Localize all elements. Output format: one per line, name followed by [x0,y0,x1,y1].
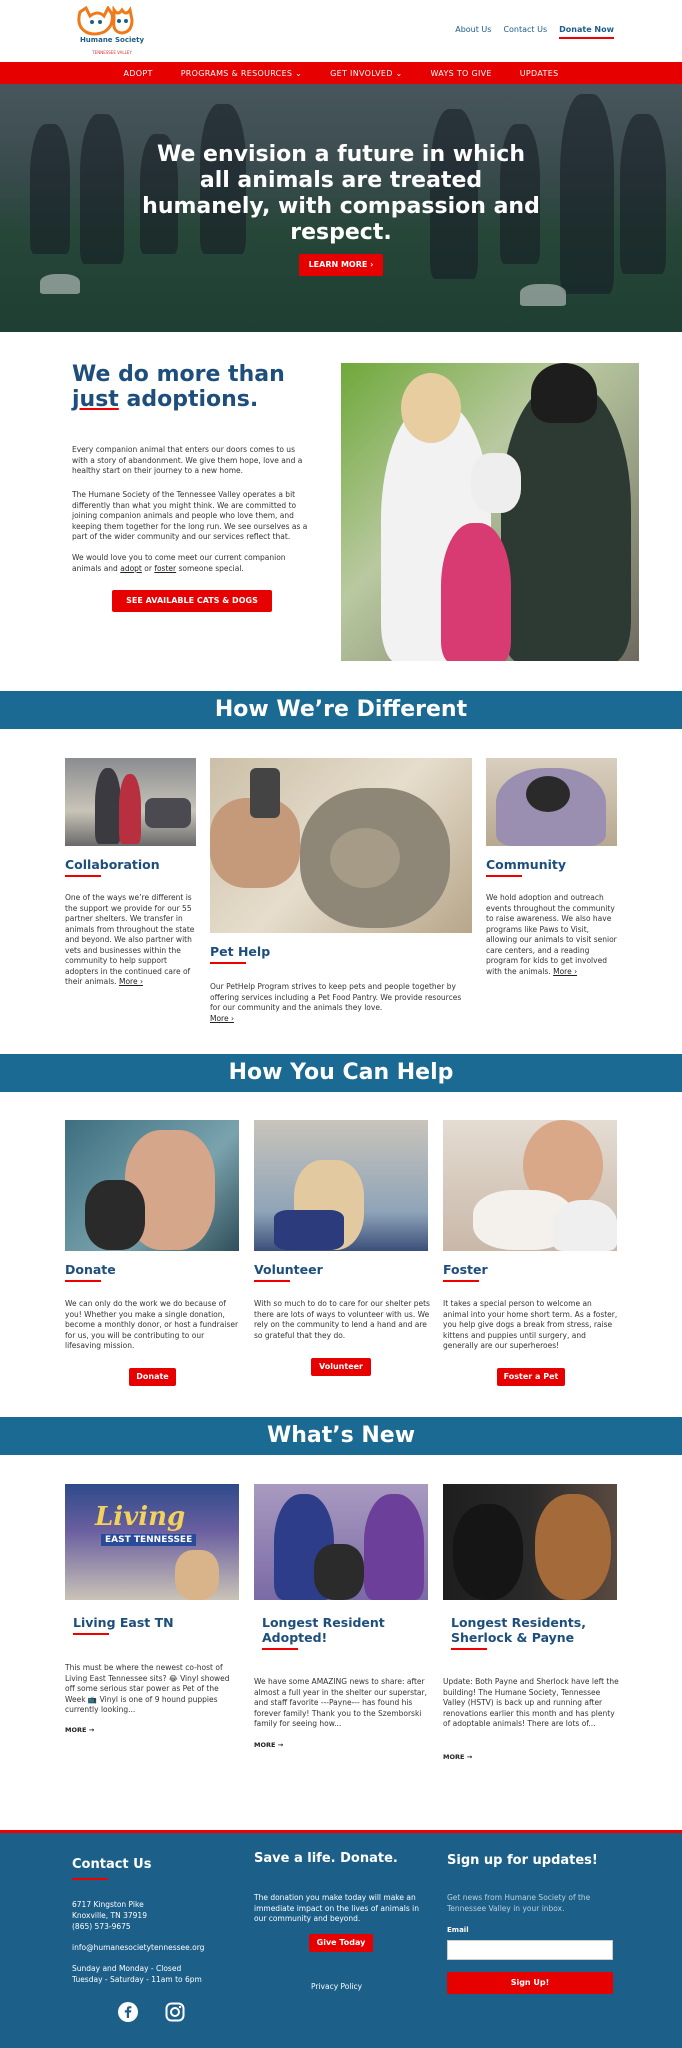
donate-text: We can only do the work we do because of you! Whether you make a single donation, become a monthly donor, or host a fundraiser for us, you will be contributing to our lifesaving mission. [65,1299,239,1350]
community-text [486,893,618,977]
how-you-can-help-heading: How You Can Help [0,1054,682,1092]
about-us-link[interactable]: About Us [455,25,492,34]
community-text-body: We hold adoption and outreach events throughout the community to raise awareness. We also have programs like Paws to Visit, allowing our animals to visit senior care centers, and a reading program for kids to get involved with the animals. [486,893,617,976]
footer-donate-text: The donation you make today will make an immediate impact on the lives of animals in our community and beyond. [254,1893,419,1923]
intro-title [72,362,312,412]
logo-text: Humane Society [79,36,145,44]
nav-updates[interactable]: UPDATES [519,68,559,78]
instagram-icon[interactable] [165,2002,185,2022]
foster-title [443,1262,488,1277]
community-photo [486,758,617,846]
living-logo-text: Living [95,1502,186,1532]
news-2-title-text: Longest Resident Adopted! [262,1615,385,1645]
news-2-title[interactable] [262,1615,422,1645]
volunteer-button[interactable]: Volunteer [311,1358,371,1376]
sign-up-button[interactable]: Sign Up! [447,1972,613,1994]
footer-signup-text: Get news from Humane Society of the Tennessee Valley in your inbox. [447,1893,591,1913]
nav-ways-to-give[interactable]: WAYS TO GIVE [430,68,492,78]
donate-title-text: Donate [65,1262,116,1277]
footer-phone[interactable]: (865) 573-9675 [72,1922,131,1931]
footer-donate-title: Save a life. Donate. [254,1851,398,1866]
pet-help-title-text: Pet Help [210,944,271,959]
site-header [0,0,682,62]
footer-address-line-2: Knoxville, TN 37919 [72,1911,147,1920]
whats-new-heading: What’s New [0,1417,682,1455]
volunteer-title-text: Volunteer [254,1262,323,1277]
news-3-text: Update: Both Payne and Sherlock have left the building! The Humane Society, Tennessee Valley (HSTV) is back up and running after renovations earlier this month and has plenty of adoptable animals! There are lots of... [443,1677,619,1728]
community-title-text: Community [486,857,567,872]
family-adoption-photo [341,363,639,661]
nav-get-involved[interactable]: GET INVOLVED ⌄ [330,68,403,78]
community-title [486,857,566,872]
east-tennessee-logo-text: EAST TENNESSEE [101,1534,196,1546]
volunteer-title [254,1262,323,1277]
longest-resident-adopted-photo [254,1484,428,1600]
collaboration-photo [65,758,196,846]
footer-signup-title: Sign up for updates! [447,1853,598,1868]
privacy-policy-link[interactable]: Privacy Policy [311,1982,363,1991]
intro-title-em: just [72,387,119,412]
community-more-link[interactable]: More › [553,966,578,976]
footer-hours-1: Sunday and Monday - Closed [72,1964,182,1973]
pet-help-title [210,944,270,959]
volunteer-text: With so much to do to care for our shelter pets there are lots of ways to volunteer with us. We rely on the community to lend a hand and are so grateful that they do. [254,1299,430,1340]
foster-a-pet-button[interactable]: Foster a Pet [497,1368,565,1386]
news-1-title[interactable] [73,1615,233,1630]
hero-title: We envision a future in which all animals are treated humanely, with compassion and respect. [142,142,540,245]
foster-text: It takes a special person to welcome an animal into your home short term. As a foster, you help give dogs a break from stress, raise kittens and puppies until surgery, and generally are our superheroes! [443,1299,618,1350]
footer-email-link[interactable]: info@humanesocietytennessee.org [72,1943,205,1952]
intro-title-post: adoptions. [118,387,259,412]
pet-help-text [210,982,472,1024]
hero-banner [0,84,682,332]
foster-photo [443,1120,617,1251]
news-1-title-text: Living East TN [73,1615,174,1630]
news-2-text: We have some AMAZING news to share: after almost a full year in the shelter our superstar, and staff favorite ---Payne--- has found his forever family! Thank you to the Szemborski family for seeing how... [254,1677,427,1728]
sherlock-payne-photo [443,1484,617,1600]
foster-title-text: Foster [443,1262,488,1277]
email-field-label: Email [447,1926,469,1934]
pet-help-more-link[interactable]: More › [210,1013,234,1023]
facebook-icon[interactable] [118,2002,138,2022]
nav-programs-resources[interactable]: PROGRAMS & RESOURCES ⌄ [180,68,303,78]
living-east-tn-photo [65,1484,239,1600]
intro-p3-a: We would love you to come meet our current companion animals and [72,553,286,573]
news-1-more-link[interactable]: MORE → [65,1726,95,1734]
learn-more-button[interactable]: LEARN MORE › [299,254,383,276]
donate-title [65,1262,116,1277]
pet-help-cat-photo [210,758,472,933]
news-2-more-link[interactable]: MORE → [254,1741,284,1749]
give-today-button[interactable]: Give Today [309,1934,373,1952]
news-1-text: This must be where the newest co-host of Living East Tennessee sits? 😂 Vinyl showed off some serious star power as Pet of the Week 📺 Vinyl is one of 9 hound puppies currently looking... [65,1663,230,1714]
main-nav [0,62,682,84]
intro-p3-or: or [141,563,155,573]
logo-animals-icon [74,6,150,36]
collaboration-title-text: Collaboration [65,857,160,872]
donate-now-link[interactable]: Donate Now [559,25,614,39]
intro-paragraph-3 [72,553,312,574]
footer-contact-underline [72,1878,108,1880]
donate-button[interactable]: Donate [129,1368,176,1386]
pet-help-text-body: Our PetHelp Program strives to keep pets and people together by offering services including a Pet Food Pantry. We provide resources for our community and the animals they love. [210,982,462,1012]
contact-us-link[interactable]: Contact Us [503,25,548,34]
volunteer-photo [254,1120,428,1251]
news-3-title-text: Longest Residents, Sherlock & Payne [451,1615,586,1645]
intro-paragraph-1: Every companion animal that enters our doors comes to us with a story of abandonment. We give them hope, love and a healthy start on their journey to a new home. [72,445,303,475]
collaboration-title [65,857,160,872]
logo-subtext: TENNESSEE VALLEY [92,50,132,55]
see-available-cats-dogs-button[interactable]: SEE AVAILABLE CATS & DOGS [112,590,272,612]
intro-title-pre: We do more than [72,362,285,387]
collaboration-text-body: One of the ways we’re different is the support we provide for our 55 partner shelters. We transfer in animals from throughout the state and beyond. We also partner with vets and businesses within the community to help support adopters in the continued care of their animals. [65,893,195,986]
collaboration-more-link[interactable]: More › [118,977,143,986]
email-field[interactable] [447,1940,613,1960]
intro-p3-b: someone special. [176,563,244,573]
collaboration-text [65,893,195,988]
adopt-link[interactable]: adopt [120,563,142,573]
top-links [455,25,614,39]
foster-link[interactable]: foster [154,563,177,573]
news-3-title[interactable] [451,1615,611,1645]
footer-hours-2: Tuesday - Saturday - 11am to 6pm [72,1975,202,1984]
nav-adopt[interactable]: ADOPT [123,68,153,78]
news-3-more-link[interactable]: MORE → [443,1753,473,1761]
site-logo[interactable] [74,6,150,56]
footer-address-line-1: 6717 Kingston Pike [72,1900,144,1909]
donate-photo [65,1120,239,1251]
intro-paragraph-2: The Humane Society of the Tennessee Valley operates a bit differently than what you might think. We are committed to joining companion animals and people who love them, and keeping them together for the long run. We see ourselves as a part of the wider community and our services reflect that. [72,490,308,541]
how-were-different-heading: How We’re Different [0,691,682,729]
footer-contact-title: Contact Us [72,1857,152,1872]
